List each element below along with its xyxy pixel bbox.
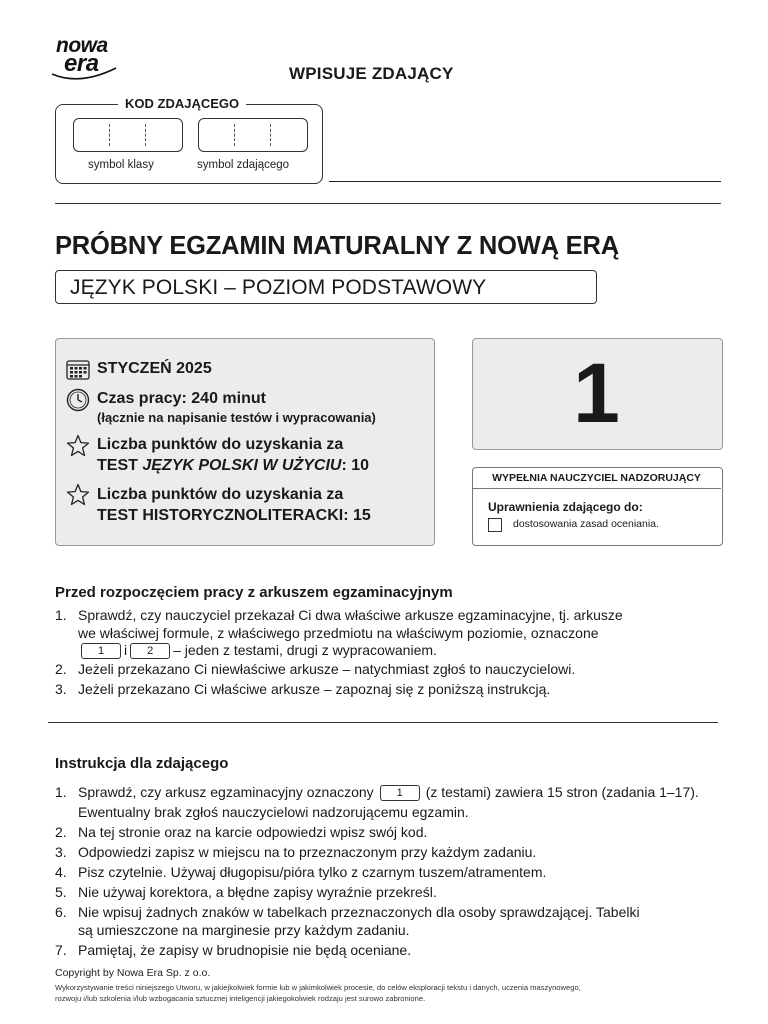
star-icon [66,483,90,506]
before-item-2: Jeżeli przekazano Ci niewłaściwe arkusze – natychmiast zgłoś to nauczycielowi. [78,661,576,677]
list-item-number: 3. [55,681,67,697]
before-item-3: Jeżeli przekazano Ci właściwe arkusze – zapoznaj się z poniższą instrukcją. [78,681,551,697]
instr-item-4: Pisz czytelnie. Używaj długopisu/pióra tylko z czarnym tuszem/atramentem. [78,864,547,880]
instr-item-1-text-b: (z testami) zawiera 15 stron (zadania 1–17). [425,784,699,800]
clock-icon [66,388,90,412]
wpisuje-zdajacy-heading: WPISUJE ZDAJĄCY [289,64,454,83]
subject-title: JĘZYK POLSKI – POZIOM PODSTAWOWY [70,276,487,299]
before-item-1-line-3-text: – jeden z testami, drugi z wypracowaniem. [173,642,437,658]
adjustment-checkbox[interactable] [488,518,502,532]
before-item-1-line-1: Sprawdź, czy nauczyciel przekazał Ci dwa właściwe arkusze egzaminacyjne, tj. arkusze [78,607,623,623]
calendar-icon [66,358,90,380]
list-item-number: 1. [55,607,67,623]
nowa-era-logo [50,34,120,80]
before-item-1-line-2: we właściwej formule, z właściwego przedmiotu na właściwym poziomie, oznaczone [78,625,599,641]
instr-item-3: Odpowiedzi zapisz w miejscu na to przeznaczonym przy każdym zadaniu. [78,844,537,860]
divider [48,722,718,723]
instr-item-6-line-1: Nie wpisuj żadnych znaków w tabelkach przeznaczonych dla osoby sprawdzającej. Tabelki [78,904,640,920]
instr-item-7: Pamiętaj, że zapisy w brudnopisie nie będą oceniane. [78,942,412,958]
exam-time: Czas pracy: 240 minut [97,390,266,407]
list-item-number: 5. [55,884,67,900]
symbol-klasy-caption: symbol klasy [88,159,154,171]
list-item-number: 3. [55,844,67,860]
sheet-number: 1 [573,346,620,440]
exam-time-note: (łącznie na napisanie testów i wypracowania) [97,410,376,425]
points-test2-value: TEST HISTORYCZNOLITERACKI: 15 [97,507,371,524]
divider [55,203,721,204]
legal-notice-line-2: rozwoju i/lub szkolenia i/lub wzbogacania sztucznej inteligencji jakiegokolwiek rodzaju jest surowo zabronione. [55,994,426,1003]
kod-zdajacego-title: KOD ZDAJĄCEGO [118,96,246,111]
points-test1-label: Liczba punktów do uzyskania za [97,436,344,453]
points-test1-value [97,457,369,475]
instr-item-2: Na tej stronie oraz na karcie odpowiedzi wpisz swój kod. [78,824,428,840]
instr-item-1-line-2: Ewentualny brak zgłoś nauczycielowi nadzorującemu egzamin. [78,804,469,820]
list-item-number: 2. [55,824,67,840]
points-test2-label: Liczba punktów do uzyskania za [97,486,344,503]
teacher-box-header: WYPEŁNIA NAUCZYCIEL NADZORUJĄCY [472,467,721,489]
points-test1-prefix: TEST [97,457,143,474]
instructions-heading: Instrukcja dla zdającego [55,755,229,772]
instr-item-1-text-a: Sprawdź, czy arkusz egzaminacyjny oznaczony [78,784,374,800]
exam-title: PRÓBNY EGZAMIN MATURALNY Z NOWĄ ERĄ [55,232,619,260]
sheet-1-marker: 1 [380,785,420,801]
adjustment-option-label: dostosowania zasad oceniania. [513,518,659,530]
list-item-number: 7. [55,942,67,958]
instr-item-1-line-1 [78,783,699,801]
logo-text-nowa: nowa [56,34,108,57]
copyright: Copyright by Nowa Era Sp. z o.o. [55,967,211,979]
exam-date: STYCZEŃ 2025 [97,360,212,377]
logo-text-era: era [64,50,99,77]
cell-divider [109,124,110,146]
symbol-zdajacego-field[interactable] [198,118,308,152]
list-item-number: 4. [55,864,67,880]
before-start-heading: Przed rozpoczęciem pracy z arkuszem egzaminacyjnym [55,584,453,601]
cell-divider [270,124,271,146]
star-icon [66,434,90,457]
list-item-number: 2. [55,661,67,677]
symbol-klasy-field[interactable] [73,118,183,152]
signature-line[interactable] [329,181,721,182]
list-item-number: 6. [55,904,67,920]
symbol-zdajacego-caption: symbol zdającego [197,159,290,171]
cell-divider [145,124,146,146]
points-test1-name: JĘZYK POLSKI W UŻYCIU [142,457,342,474]
before-item-1-line-3 [78,641,437,659]
sheet-1-marker: 1 [81,643,121,659]
sheet-2-marker: 2 [130,643,170,659]
cell-divider [234,124,235,146]
legal-notice-line-1: Wykorzystywanie treści niniejszego Utworu, w jakiejkolwiek formie lub w jakimkolwiek procesie, do celów eksploracji tekstu i danych, uczenia maszynowego, [55,983,581,992]
list-item-number: 1. [55,784,67,800]
teacher-box-label: Uprawnienia zdającego do: [488,500,643,514]
instr-item-6-line-2: są umieszczone na marginesie przy każdym zadaniu. [78,922,410,938]
instr-item-5: Nie używaj korektora, a błędne zapisy wyraźnie przekreśl. [78,884,437,900]
points-test1-suffix: : 10 [341,457,370,474]
and-word: i [124,642,128,658]
